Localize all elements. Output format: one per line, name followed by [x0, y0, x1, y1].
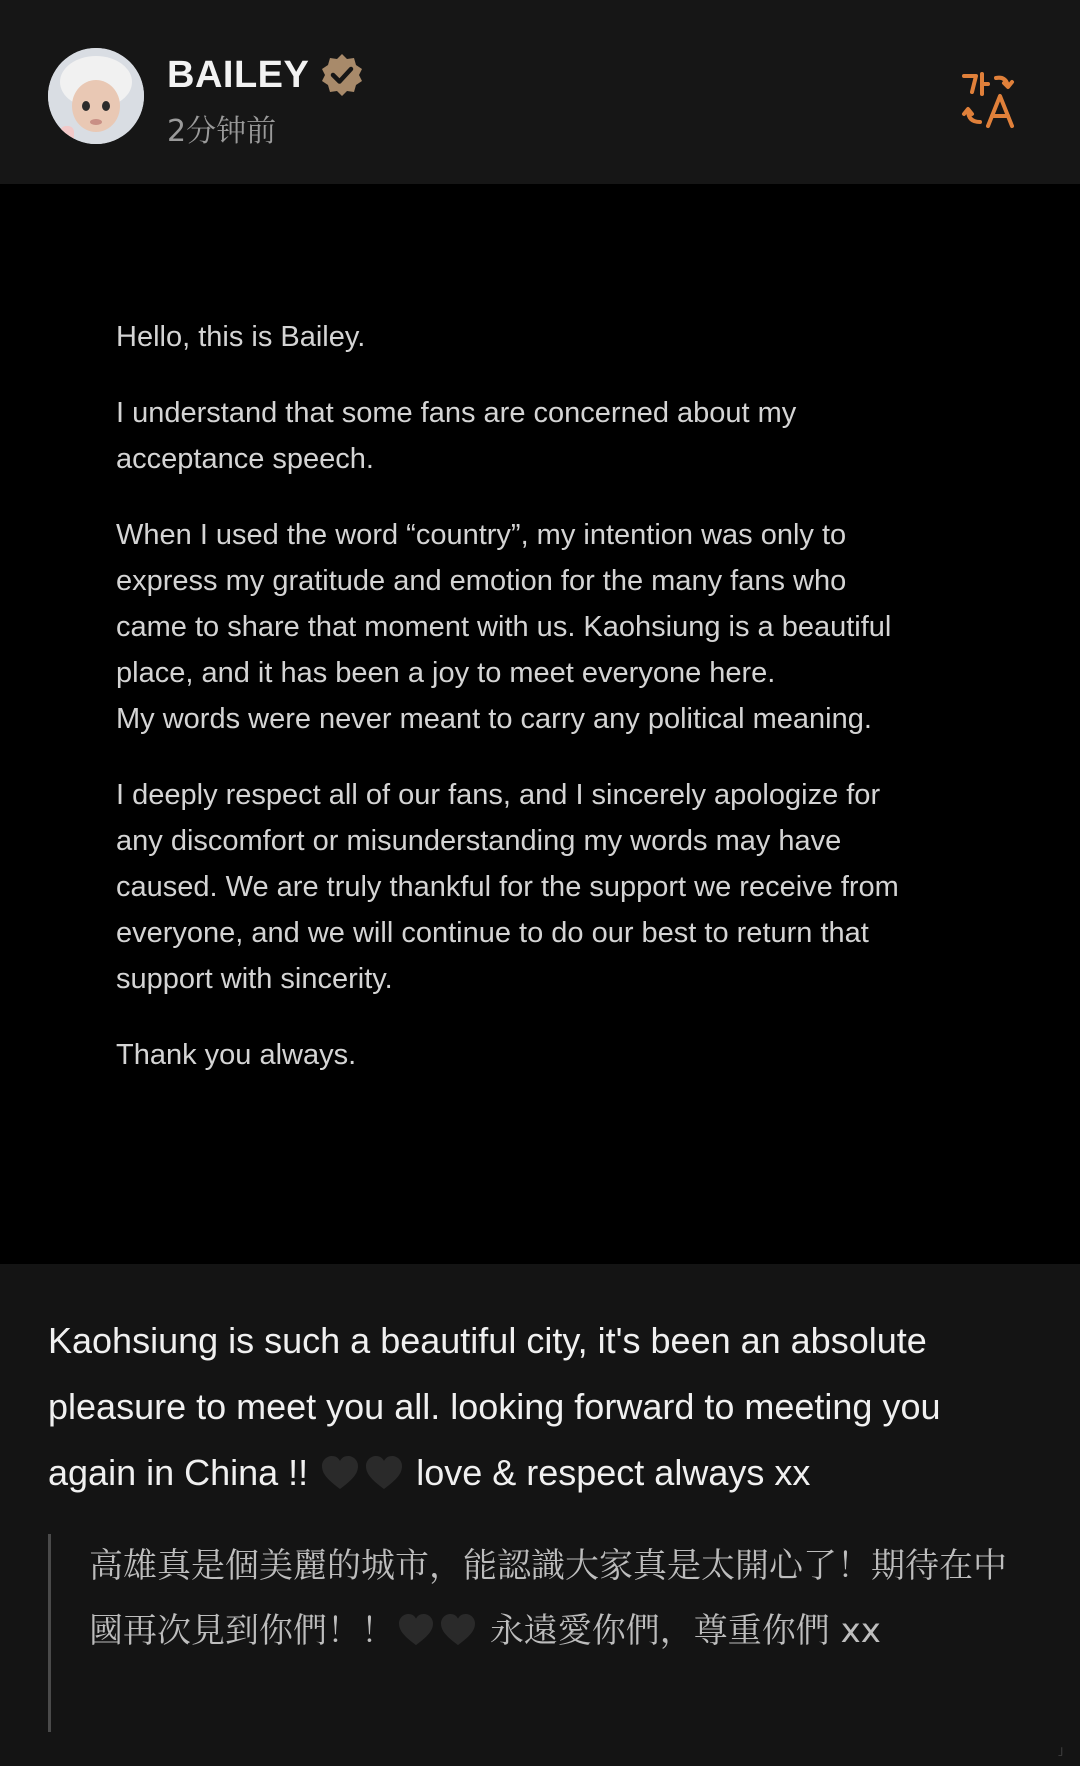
avatar-image [48, 48, 144, 144]
black-heart-icon [364, 1455, 404, 1491]
statement-paragraph-2: I understand that some fans are concerned about my acceptance speech. [116, 397, 797, 475]
statement-paragraph-1: Hello, this is Bailey. [116, 321, 366, 353]
caption-english-text: Kaohsiung is such a beautiful city, it's been an absolute pleasure to meet you all. looking forward to meeting you again in China !! [48, 1320, 941, 1493]
caption-chinese-closing: 永遠愛你們，尊重你們 xx [489, 1611, 881, 1651]
post-header [0, 0, 1080, 184]
caption-chinese [89, 1534, 1029, 1664]
black-heart-icon [320, 1455, 360, 1491]
translation-quote [48, 1534, 1041, 1732]
caption-english-closing: love & respect always xx [406, 1452, 811, 1493]
verified-badge-icon [319, 52, 365, 98]
translate-icon [960, 70, 1026, 130]
corner-mark: 」 [1057, 1743, 1070, 1757]
translate-button[interactable] [960, 70, 1026, 130]
statement-paragraph-5: Thank you always. [116, 1039, 357, 1071]
post-timestamp: 2分钟前 [167, 114, 277, 149]
statement-image[interactable] [0, 184, 1080, 1264]
black-heart-icon [397, 1613, 435, 1647]
statement-text [116, 314, 996, 1108]
statement-paragraph-4: I deeply respect all of our fans, and I sincerely apologize for any discomfort or misunderstanding my words may have caused. We are truly thankful for the support we receive from everyone, and we will continue to do our best to return that support with sincerity. [116, 779, 899, 995]
caption-english [48, 1308, 1038, 1506]
statement-paragraph-3: When I used the word “country”, my intention was only to express my gratitude and emotion for the many fans who came to share that moment with us. Kaohsiung is a beautiful place, and it has been a joy to meet everyone here. My words were never meant to carry any political meaning. [116, 519, 892, 735]
caption-chinese-text: 高雄真是個美麗的城市，能認識大家真是太開心了！期待在中國再次見到你們！！ [89, 1546, 1007, 1651]
username[interactable]: BAILEY [167, 53, 310, 96]
username-row [167, 50, 365, 100]
black-heart-icon [439, 1613, 477, 1647]
post-caption [0, 1264, 1080, 1766]
avatar[interactable] [48, 48, 144, 144]
